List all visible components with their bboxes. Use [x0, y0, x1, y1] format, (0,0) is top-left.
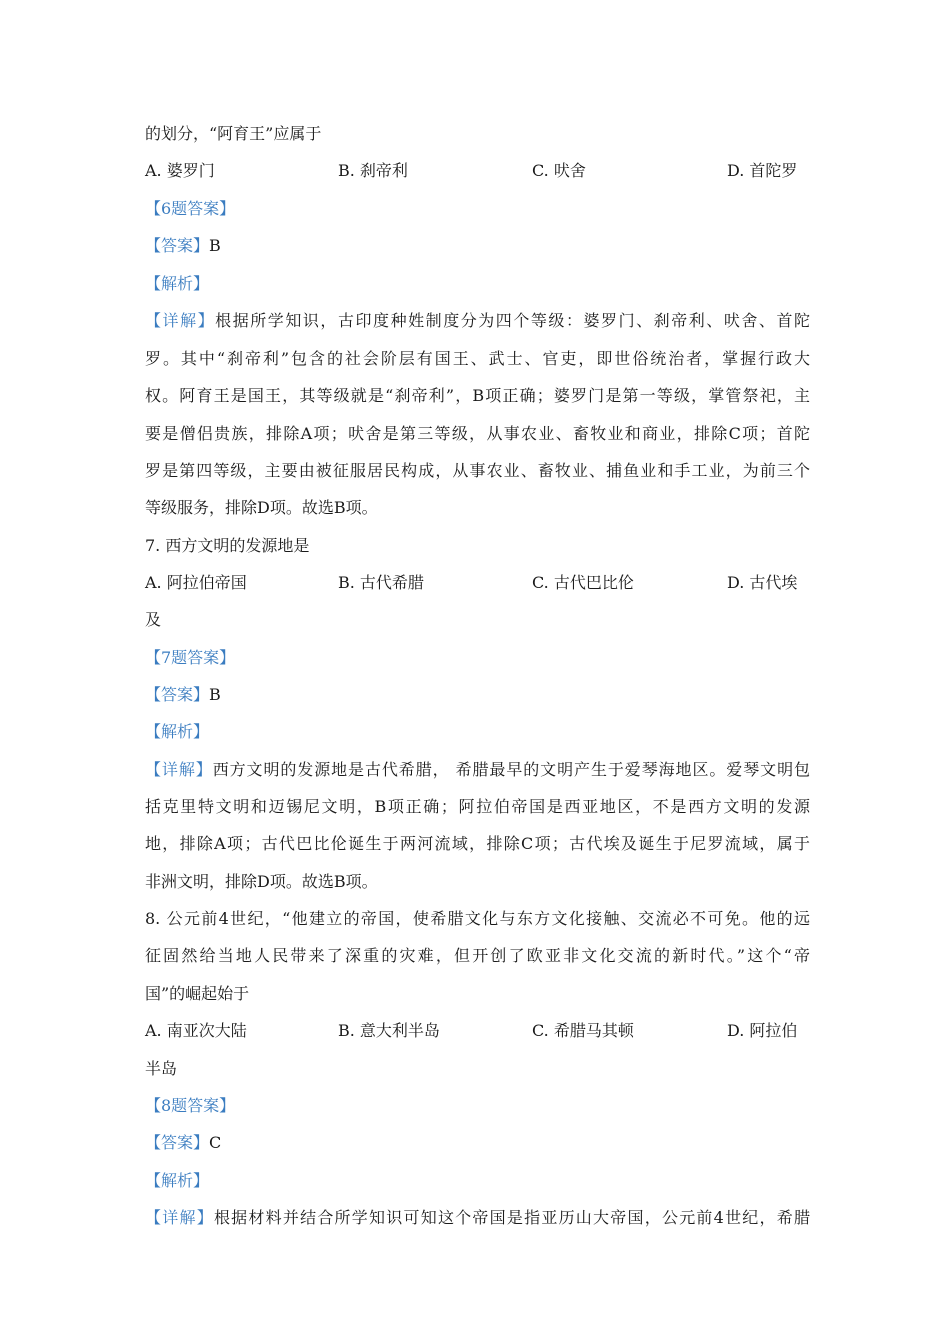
q8-stem-line: 征固然给当地人民带来了深重的灾难，但开创了欧亚非文化交流的新时代。”这个“帝 — [145, 946, 810, 965]
q8-stem-line: 8. 公元前4世纪，“他建立的帝国，使希腊文化与东方文化接触、交流必不可免。他的远 — [145, 909, 810, 928]
q6-detail-line: 罗是第四等级，主要由被征服居民构成，从事农业、畜牧业、捕鱼业和手工业，为前三个 — [145, 461, 810, 480]
q7-detail-label: 【详解】 — [145, 760, 213, 779]
q6-detail-line: 要是僧侣贵族，排除A项；吠舍是第三等级，从事农业、畜牧业和商业，排除C项；首陀 — [145, 424, 810, 443]
q7-detail-text: 西方文明的发源地是古代希腊， 希腊最早的文明产生于爱琴海地区。爱琴文明包 — [212, 760, 810, 779]
q8-answer-line — [145, 1133, 810, 1153]
q6-detail-line: 权。阿育王是国王，其等级就是“刹帝利”，B项正确；婆罗门是第一等级，掌管祭祀，主 — [145, 386, 810, 405]
q7-option-b: B. 古代希腊 — [338, 573, 424, 592]
q7-answer-line — [145, 685, 810, 705]
q6-detail-line: 等级服务，排除D项。故选B项。 — [145, 498, 378, 517]
q8-option-d: D. 阿拉伯 — [727, 1021, 798, 1040]
q6-option-b: B. 刹帝利 — [338, 161, 408, 180]
q6-answer-label: 【答案】 — [145, 236, 210, 255]
q8-stem-line: 国”的崛起始于 — [145, 984, 250, 1003]
q8-answer-value: C — [209, 1133, 222, 1152]
q6-detail-text: 根据所学知识，古印度种姓制度分为四个等级：婆罗门、刹帝利、吠舍、首陀 — [215, 311, 810, 330]
q7-stem: 7. 西方文明的发源地是 — [145, 536, 310, 555]
q8-option-b: B. 意大利半岛 — [338, 1021, 440, 1040]
q8-detail-label: 【详解】 — [145, 1208, 214, 1227]
q7-option-wrap: 及 — [145, 610, 162, 629]
q7-answer-tag: 【7题答案】 — [145, 648, 236, 667]
q7-detail-line — [145, 760, 810, 780]
q8-option-a: A. 南亚次大陆 — [145, 1021, 247, 1040]
q8-analysis-tag: 【解析】 — [145, 1171, 210, 1190]
q7-option-c: C. 古代巴比伦 — [532, 573, 634, 592]
q7-detail-line: 非洲文明，排除D项。故选B项。 — [145, 872, 378, 891]
q8-answer-tag: 【8题答案】 — [145, 1096, 236, 1115]
q7-answer-label: 【答案】 — [145, 685, 210, 704]
q6-answer-value: B — [209, 236, 221, 255]
q6-option-c: C. 吠舍 — [532, 161, 586, 180]
q7-analysis-tag: 【解析】 — [145, 722, 210, 741]
q6-detail-line: 罗。其中“刹帝利”包含的社会阶层有国王、武士、官吏，即世俗统治者，掌握行政大 — [145, 349, 810, 368]
q6-option-d: D. 首陀罗 — [727, 161, 798, 180]
q6-stem-tail: 的划分，“阿育王”应属于 — [145, 124, 322, 143]
q8-detail-line — [145, 1208, 810, 1228]
q7-detail-line: 括克里特文明和迈锡尼文明，B项正确；阿拉伯帝国是西亚地区，不是西方文明的发源 — [145, 797, 810, 816]
q7-option-d: D. 古代埃 — [727, 573, 798, 592]
q6-option-a: A. 婆罗门 — [145, 161, 215, 180]
q6-answer-line — [145, 236, 810, 256]
q7-option-a: A. 阿拉伯帝国 — [145, 573, 247, 592]
q8-option-c: C. 希腊马其顿 — [532, 1021, 634, 1040]
q6-detail-line — [145, 311, 810, 331]
q6-analysis-tag: 【解析】 — [145, 274, 210, 293]
q7-answer-value: B — [209, 685, 221, 704]
q6-answer-tag: 【6题答案】 — [145, 199, 236, 218]
q8-detail-text: 根据材料并结合所学知识可知这个帝国是指亚历山大帝国，公元前4世纪，希腊 — [213, 1208, 810, 1227]
q8-answer-label: 【答案】 — [145, 1133, 210, 1152]
q6-detail-label: 【详解】 — [145, 311, 216, 330]
q7-detail-line: 地，排除A项；古代巴比伦诞生于两河流域，排除C项；古代埃及诞生于尼罗流域，属于 — [145, 834, 810, 853]
q8-option-wrap: 半岛 — [145, 1059, 178, 1078]
